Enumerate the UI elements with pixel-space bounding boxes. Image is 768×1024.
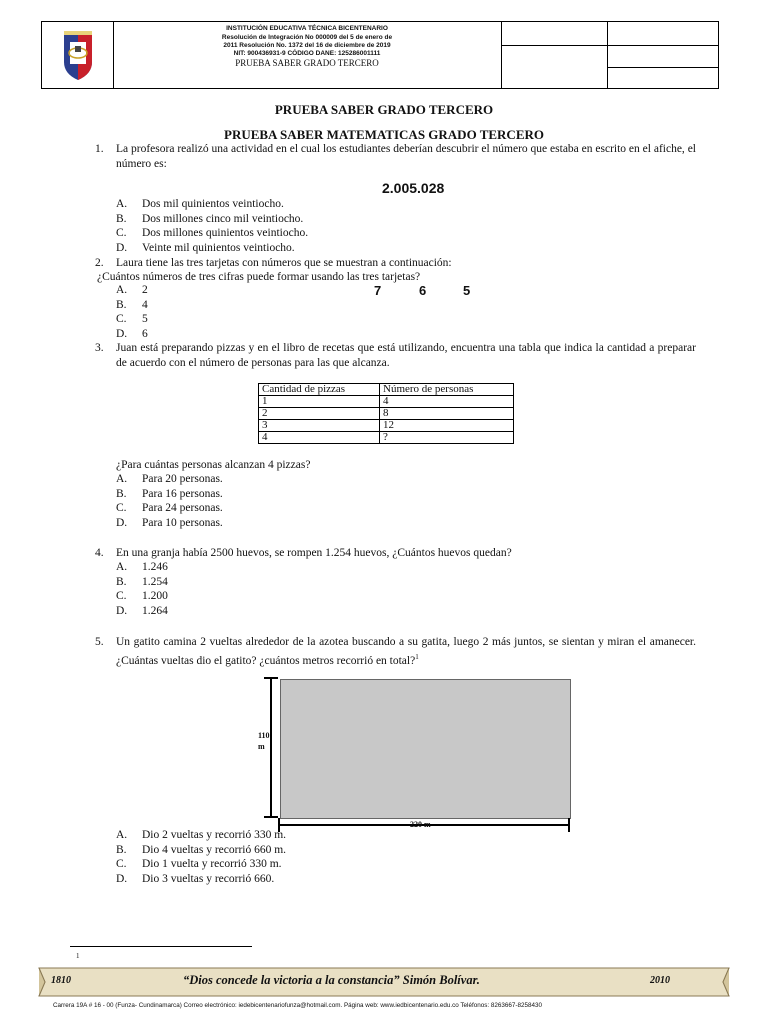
option-text: Dio 4 vueltas y recorrió 660 m. bbox=[142, 843, 287, 856]
header-table bbox=[41, 21, 719, 89]
rooftop-rectangle bbox=[280, 679, 571, 819]
question-number: 4. bbox=[95, 547, 104, 559]
section-title: PRUEBA SABER MATEMATICAS GRADO TERCERO bbox=[224, 127, 544, 142]
option-text: Para 20 personas. bbox=[142, 473, 223, 485]
number-card: 7 bbox=[374, 283, 382, 298]
question-3-prompt: ¿Para cuántas personas alcanzan 4 pizzas? bbox=[116, 459, 311, 471]
footer-banner bbox=[33, 966, 735, 1016]
question-2-options: A. 2 B. 4 C. 5 D. 6 bbox=[116, 284, 148, 340]
option-text: 5 bbox=[142, 313, 148, 325]
question-1-options: A. Dos mil quinientos veintiocho. B. Dos millones cinco mil veintiocho. C. Dos millones quinientos veintiocho. D. Veinte mil quinientos veintiocho. bbox=[116, 198, 309, 254]
question-2-text-2: ¿Cuántos números de tres cifras puede formar usando las tres tarjetas? bbox=[97, 271, 421, 283]
logo-cell bbox=[42, 22, 114, 88]
width-label: 220 m bbox=[410, 820, 431, 829]
option-text: 2 bbox=[142, 284, 148, 296]
school-shield-logo bbox=[42, 22, 113, 88]
width-tick bbox=[568, 818, 570, 832]
height-tick bbox=[264, 677, 278, 679]
option-text: Veinte mil quinientos veintiocho. bbox=[142, 241, 295, 254]
footer-year-left: 1810 bbox=[51, 975, 71, 986]
option-text: 1.246 bbox=[142, 561, 168, 573]
height-label: 110 m bbox=[258, 731, 270, 751]
question-2-text: Laura tiene las tres tarjetas con números que se muestran a continuación: bbox=[116, 257, 452, 269]
option-text: Dos mil quinientos veintiocho. bbox=[142, 198, 284, 210]
option-text: Dos millones quinientos veintiocho. bbox=[142, 227, 309, 239]
option-text: Dio 2 vueltas y recorrió 330 m. bbox=[142, 829, 287, 841]
question-4-text: En una granja había 2500 huevos, se rompen 1.254 huevos, ¿Cuántos huevos quedan? bbox=[116, 547, 512, 559]
header-empty-cell bbox=[501, 22, 608, 88]
resolution-line-2: 2011 Resolución No. 1372 del 16 de diciembre de 2019 bbox=[223, 42, 391, 49]
footer-contact: Carrera 19A # 16 - 00 (Funza- Cundinamarca) Correo electrónico: iedebicentenariofunza@hotmail.com. Página web: www.iedbicentenario.edu.co Teléfonos: 8263667-8258430 bbox=[53, 1002, 542, 1009]
question-5-text: Un gatito camina 2 vueltas alrededor de la azotea buscando a su gatita, luego 2 más juntos, se sientan y miran el amanecer. ¿Cuántas vueltas dio el gatito? ¿cuántos metros recorrió en total?$^1$ bbox=[116, 636, 696, 667]
number-card: 5 bbox=[463, 283, 471, 298]
option-text: 4 bbox=[142, 298, 148, 311]
header-divider bbox=[501, 45, 718, 46]
question-number: 5. bbox=[95, 636, 104, 648]
header-divider bbox=[607, 67, 718, 68]
table-row: 4 ? bbox=[259, 432, 514, 444]
poster-number: 2.005.028 bbox=[382, 180, 445, 196]
question-3-text: Juan está preparando pizzas y en el libro de recetas que está utilizando, encuentra una tabla que indica la cantidad a preparar de acuerdo con el número de personas para las que alcanza. bbox=[116, 342, 696, 369]
question-number: 3. bbox=[95, 342, 104, 354]
option-text: 1.200 bbox=[142, 590, 168, 602]
table-header: Número de personas bbox=[380, 384, 514, 396]
question-4-options: A. 1.246 B. 1.254 C. 1.200 D. 1.264 bbox=[116, 561, 168, 617]
height-tick bbox=[264, 816, 278, 818]
footnote-separator bbox=[70, 946, 252, 947]
option-text: 1.264 bbox=[142, 604, 168, 617]
resolution-line: Resolución de Integración No 000009 del 5 de enero de bbox=[221, 34, 393, 41]
option-text: Dio 1 vuelta y recorrió 330 m. bbox=[142, 858, 282, 870]
option-text: 6 bbox=[142, 327, 148, 340]
institution-name: INSTITUCIÓN EDUCATIVA TÉCNICA BICENTENARIO bbox=[226, 25, 388, 32]
nit-dane-line: NIT: 900436931-9 CÓDIGO DANE: 125286001111 bbox=[233, 50, 381, 57]
option-text: Para 24 personas. bbox=[142, 502, 223, 514]
footnote-mark: 1 bbox=[76, 952, 80, 960]
number-card: 6 bbox=[419, 283, 427, 298]
option-text: 1.254 bbox=[142, 575, 168, 588]
option-text: Para 16 personas. bbox=[142, 487, 223, 500]
question-1-text: La profesora realizó una actividad en el cual los estudiantes deberían descubrir el número que estaba en escrito en el afiche, el número es: bbox=[116, 143, 696, 170]
question-3-options: A. Para 20 personas. B. Para 16 personas. C. Para 24 personas. D. Para 10 personas. bbox=[116, 473, 223, 529]
option-text: Para 10 personas. bbox=[142, 516, 223, 529]
question-number: 2. bbox=[95, 257, 104, 269]
header-test-title: PRUEBA SABER GRADO TERCERO bbox=[235, 58, 379, 68]
table-row: 1 4 bbox=[259, 396, 514, 408]
page-title: PRUEBA SABER GRADO TERCERO bbox=[274, 102, 494, 117]
footer-year-right: 2010 bbox=[650, 975, 670, 986]
table-row: 2 8 bbox=[259, 408, 514, 420]
option-text: Dio 3 vueltas y recorrió 660. bbox=[142, 872, 275, 885]
pizza-table bbox=[258, 383, 514, 444]
question-number: 1. bbox=[95, 143, 104, 155]
table-row: 3 12 bbox=[259, 420, 514, 432]
table-header: Cantidad de pizzas bbox=[259, 384, 380, 396]
option-text: Dos millones cinco mil veintiocho. bbox=[142, 212, 304, 225]
footer-motto: “Dios concede la victoria a la constancia” Simón Bolívar. bbox=[183, 973, 480, 987]
question-5-options: A. Dio 2 vueltas y recorrió 330 m. B. Dio 4 vueltas y recorrió 660 m. C. Dio 1 vuelta y recorrió 330 m. D. Dio 3 vueltas y recorrió 660. bbox=[116, 829, 287, 885]
